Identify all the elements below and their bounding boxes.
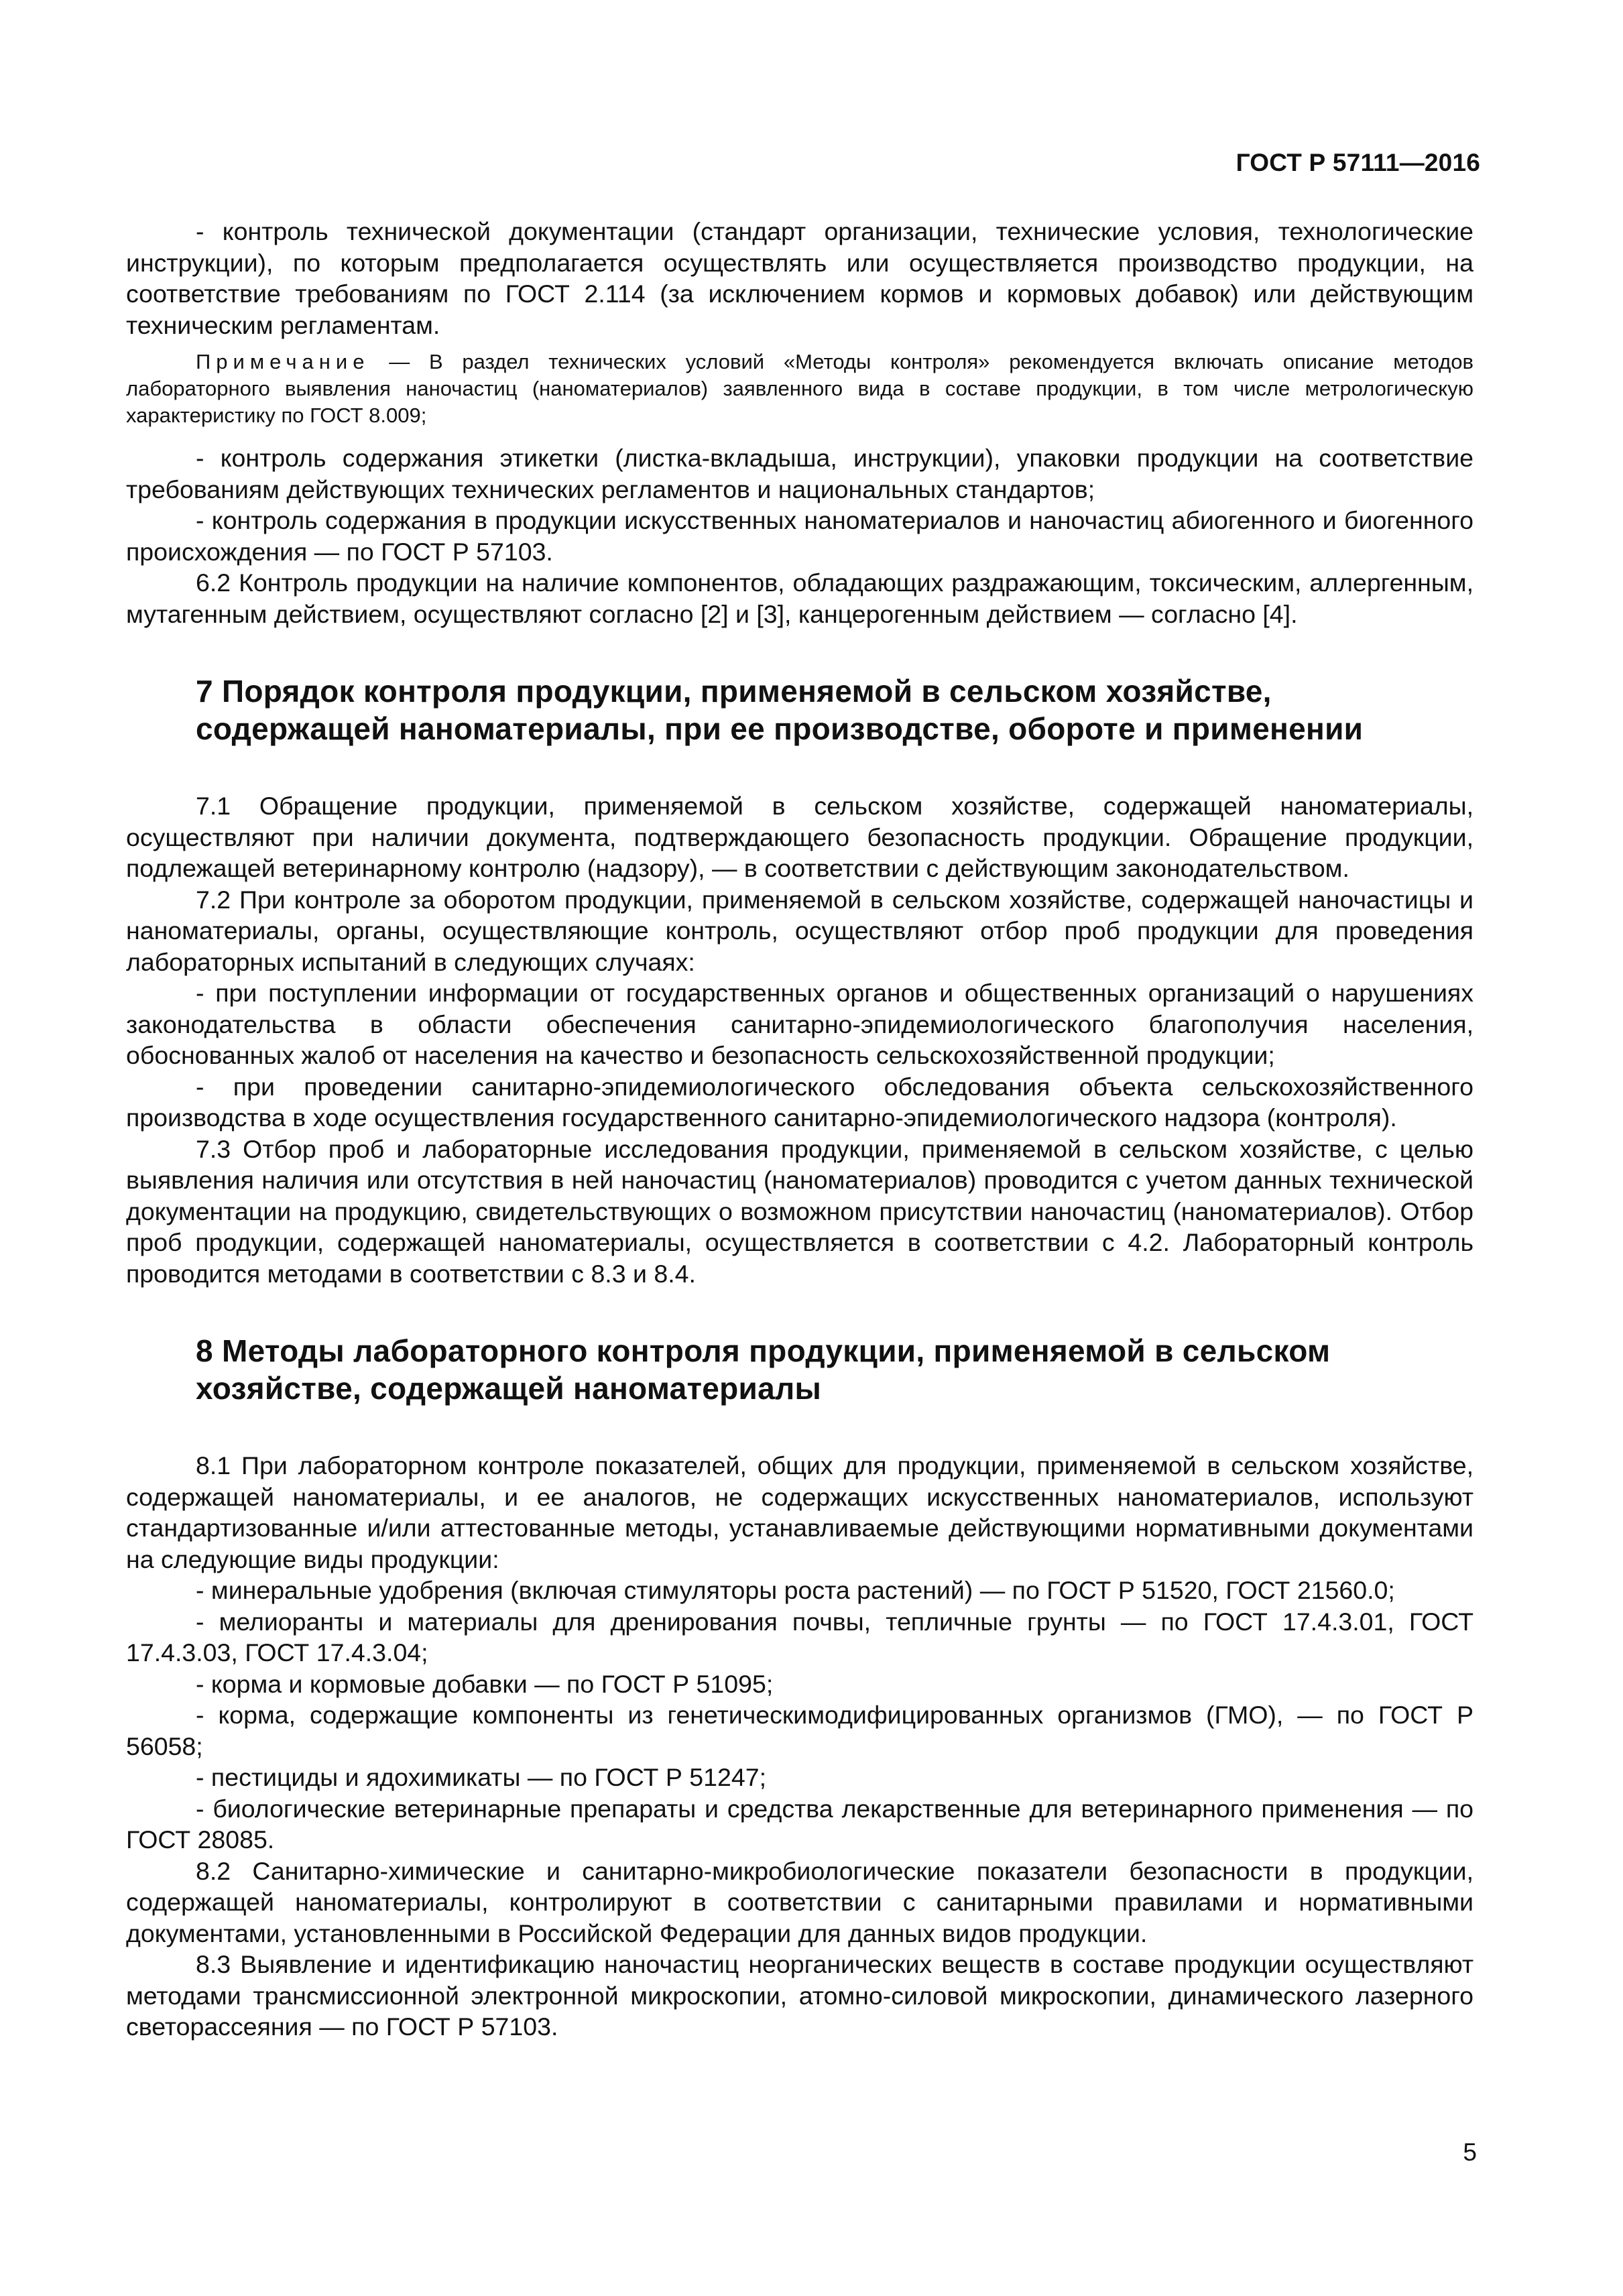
paragraph: 8.3 Выявление и идентификацию наночастиц неорганических веществ в составе продукции осуществляют методами трансмиссионной электронной микроскопии, атомно-силовой микроскопии, динамического лазерного светорассеяния — по ГОСТ Р 57103. (126, 1950, 1474, 2041)
section-8-heading: 8 Методы лабораторного контроля продукции, применяемой в сельском хозяйстве, содержащей наноматериалы (196, 1333, 1331, 1406)
list-item: - биологические ветеринарные препараты и средства лекарственные для ветеринарного применения — по ГОСТ 28085. (126, 1794, 1474, 1854)
list-item: - мелиоранты и материалы для дренирования почвы, тепличные грунты — по ГОСТ 17.4.3.01, ГОСТ 17.4.3.03, ГОСТ 17.4.3.04; (126, 1607, 1474, 1667)
page-number: 5 (1463, 2138, 1477, 2166)
list-item: - минеральные удобрения (включая стимуляторы роста растений) — по ГОСТ Р 51520, ГОСТ 21560.0; (196, 1576, 1395, 1604)
paragraph: - контроль технической документации (стандарт организации, технические условия, технологические инструкции), по которым предполагается осуществлять или осуществляется производство продукции, на соответствие требованиям по ГОСТ 2.114 (за исключением кормов и кормовых добавок) или действующим техническим регламентам. (126, 217, 1474, 339)
list-item: - корма и кормовые добавки — по ГОСТ Р 51095; (196, 1669, 774, 1698)
paragraph: - при поступлении информации от государственных органов и общественных организаций о нарушениях законодательства в области обеспечения санитарно-эпидемиологического благополучия населения, обоснованных жалоб от населения на качество и безопасность сельскохозяйственной продукции; (126, 979, 1474, 1069)
section-7-heading: 7 Порядок контроля продукции, применяемой в сельском хозяйстве, содержащей наноматериалы, при ее производстве, обороте и применении (196, 674, 1364, 746)
paragraph: 8.2 Санитарно-химические и санитарно-микробиологические показатели безопасности в продукции, содержащей наноматериалы, контролируют в соответствии с санитарными правилами и нормативными документами, установленными в Российской Федерации для данных видов продукции. (126, 1856, 1474, 1947)
document-code: ГОСТ Р 57111—2016 (1236, 149, 1480, 176)
paragraph: 7.1 Обращение продукции, применяемой в сельском хозяйстве, содержащей наноматериалы, осуществляют при наличии документа, подтверждающего безопасность продукции. Обращение продукции, подлежащей ветеринарному контролю (надзору), — в соответствии с действующим законодательством. (126, 792, 1474, 882)
paragraph: 6.2 Контроль продукции на наличие компонентов, обладающих раздражающим, токсическим, аллергенным, мутагенным действием, осуществляют согласно [2] и [3], канцерогенным действием — согласно [4]. (126, 568, 1474, 628)
paragraph: 7.3 Отбор проб и лабораторные исследования продукции, применяемой в сельском хозяйстве, с целью выявления наличия или отсутствия в ней наночастиц (наноматериалов) проводится с учетом данных технической документации на продукцию, свидетельствующих о возможном присутствии наночастиц (наноматериалов). Отбор проб продукции, содержащей наноматериалы, осуществляется в соответствии с 4.2. Лабораторный контроль проводится методами в соответствии с 8.3 и 8.4. (126, 1134, 1474, 1288)
note (126, 349, 1474, 429)
list-item: - корма, содержащие компоненты из генетическимодифицированных организмов (ГМО), — по ГОСТ Р 56058; (126, 1701, 1474, 1760)
paragraph: 8.1 При лабораторном контроле показателей, общих для продукции, применяемой в сельском хозяйстве, содержащей наноматериалы, и ее аналогов, не содержащих искусственных наноматериалов, используют стандартизованные и/или аттестованные методы, устанавливаемые действующими нормативными документами на следующие виды продукции: (126, 1451, 1474, 1573)
paragraph: - контроль содержания в продукции искусственных наноматериалов и наночастиц абиогенного и биогенного происхождения — по ГОСТ Р 57103. (126, 506, 1474, 566)
paragraph: - контроль содержания этикетки (листка-вкладыша, инструкции), упаковки продукции на соответствие требованиям действующих технических регламентов и национальных стандартов; (126, 444, 1474, 503)
paragraph: 7.2 При контроле за оборотом продукции, применяемой в сельском хозяйстве, содержащей наночастицы и наноматериалы, органы, осуществляющие контроль, осуществляют отбор проб продукции для проведения лабораторных испытаний в следующих случаях: (126, 885, 1474, 976)
document-body (126, 216, 1474, 2043)
note-label: Примечание (196, 350, 370, 373)
paragraph: - при проведении санитарно-эпидемиологического обследования объекта сельскохозяйственного производства в ходе осуществления государственного санитарно-эпидемиологического надзора (контроля). (126, 1072, 1474, 1132)
list-item: - пестициды и ядохимикаты — по ГОСТ Р 51247; (196, 1763, 767, 1791)
note-text: — В раздел технических условий «Методы контроля» рекомендуется включать описание методов лабораторного выявления наночастиц (наноматериалов) заявленного вида в составе продукции, в том числе метрологическую характеристику по ГОСТ 8.009; (126, 350, 1474, 427)
